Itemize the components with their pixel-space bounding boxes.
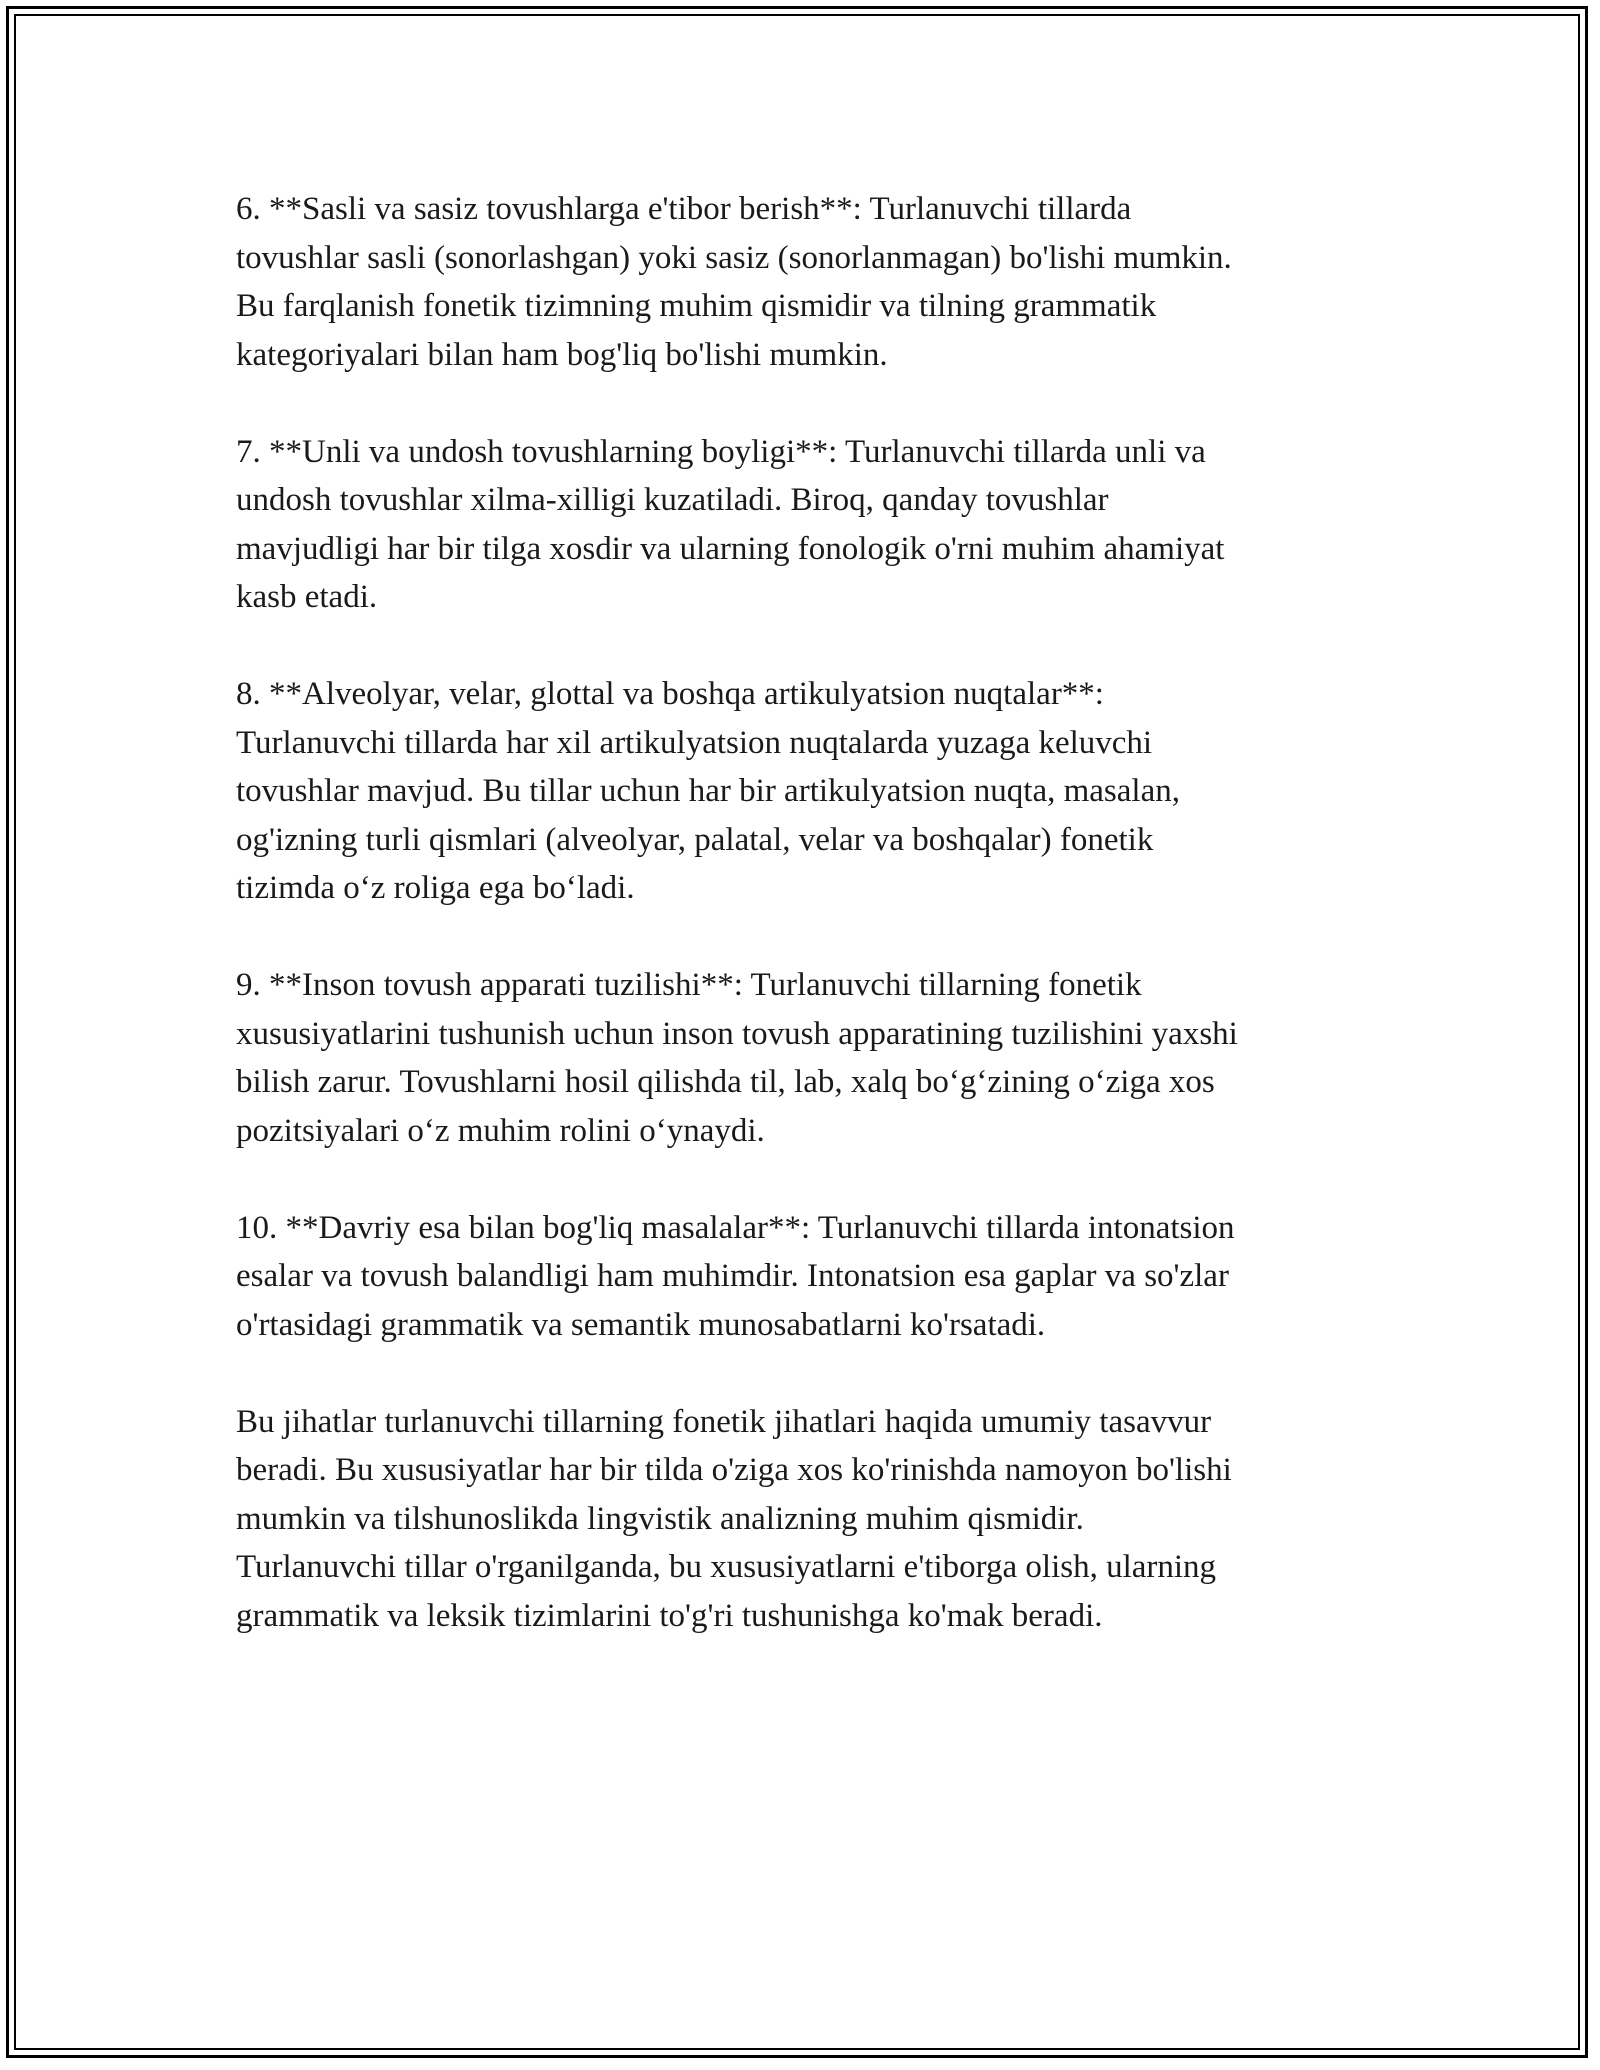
paragraph-item-7: 7. **Unli va undosh tovushlarning boyligi**: Turlanuvchi tillarda unli va undosh tovushlar xilma-xilligi kuzatiladi. Biroq, qanday tovushlar mavjudligi har bir tilga xosdir va ularning fonologik o'rni muhim ahamiyat kasb etadi.: [236, 433, 1225, 615]
paragraph-item-9: 9. **Inson tovush apparati tuzilishi**: Turlanuvchi tillarning fonetik xususiyatlarini tushunish uchun inson tovush apparatining tuzilishini yaxshi bilish zarur. Tovushlarni hosil qilishda til, lab, xalq bo‘g‘zining o‘ziga xos pozitsiyalari o‘z muhim rolini o‘ynaydi.: [236, 967, 1238, 1149]
paragraph-item-8: 8. **Alveolyar, velar, glottal va boshqa artikulyatsion nuqtalar**: Turlanuvchi tillarda har xil artikulyatsion nuqtalarda yuzaga keluvchi tovushlar mavjud. Bu tillar uchun har bir artikulyatsion nuqta, masalan, og'izning turli qismlari (alveolyar, palatal, velar va boshqalar) fonetik tizimda o‘z roliga ega bo‘ladi.: [236, 676, 1180, 906]
document-body: [236, 185, 1366, 1689]
paragraph-conclusion: Bu jihatlar turlanuvchi tillarning fonetik jihatlari haqida umumiy tasavvur beradi. Bu xususiyatlar har bir tilda o'ziga xos ko'rinishda namoyon bo'lishi mumkin va tilshunoslikda lingvistik analizning muhim qismidir. Turlanuvchi tillar o'rganilganda, bu xususiyatlarni e'tiborga olish, ularning grammatik va leksik tizimlarini to'g'ri tushunishga ko'mak beradi.: [236, 1403, 1232, 1634]
paragraph-item-6: 6. **Sasli va sasiz tovushlarga e'tibor berish**: Turlanuvchi tillarda tovushlar sasli (sonorlashgan) yoki sasiz (sonorlanmagan) bo'lishi mumkin. Bu farqlanish fonetik tizimning muhim qismidir va tilning grammatik kategoriyalari bilan ham bog'liq bo'lishi mumkin.: [236, 191, 1232, 373]
paragraph-item-10: 10. **Davriy esa bilan bog'liq masalalar**: Turlanuvchi tillarda intonatsion esalar va tovush balandligi ham muhimdir. Intonatsion esa gaplar va so'zlar o'rtasidagi grammatik va semantik munosabatlarni ko'rsatadi.: [236, 1209, 1235, 1343]
